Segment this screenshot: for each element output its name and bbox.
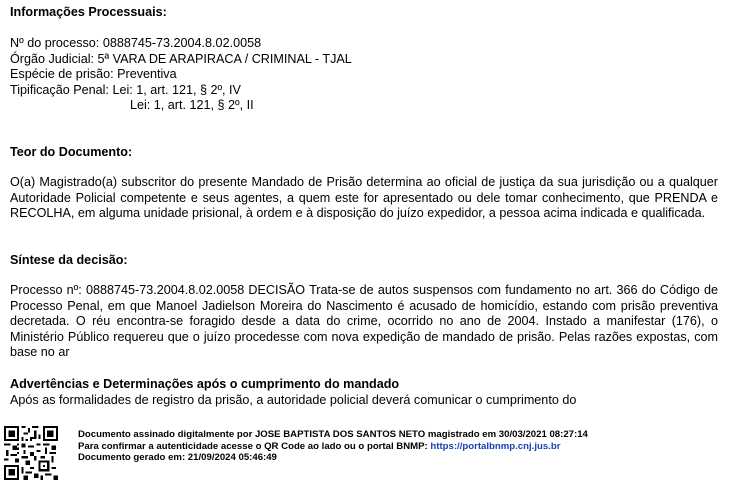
orgao-line [10, 52, 352, 68]
authenticity-text: Para confirmar a autenticidade acesse o QR Code ao lado ou o portal BNMP: [78, 440, 431, 452]
sintese-text: Processo nº: 0888745-73.2004.8.02.0058 DECISÃO Trata-se de autos suspensos com fundamento no art. 366 do Código de Processo Penal, em que Manoel Jadielson Moreira do Nascimento é acusado de homicídio, estando com prisão preventiva decretada. O réu encontra-se foragido desde a data do crime, ocorrido no ano de 2004. Instado a manifestar (176), o Ministério Público requereu que o juízo procedesse com nova expedição de mandado de prisão. Pelas razões expostas, com base no ar [10, 283, 718, 360]
authenticity-line [78, 441, 588, 453]
tipificacao-label: Tipificação Penal: [10, 83, 113, 97]
tipificacao-value-2: Lei: 1, art. 121, § 2º, II [130, 98, 254, 112]
signature-footer [78, 429, 588, 464]
tipificacao-value-1: Lei: 1, art. 121, § 2º, IV [112, 83, 241, 97]
generated-date-line: Documento gerado em: 21/09/2024 05:46:49 [78, 452, 277, 463]
processo-line [10, 36, 261, 52]
teor-section-title: Teor do Documento: [10, 145, 133, 159]
processo-value: 0888745-73.2004.8.02.0058 [102, 36, 262, 50]
especie-label: Espécie de prisão: [10, 67, 118, 81]
sintese-section-title: Síntese da decisão: [10, 253, 128, 267]
processo-label: Nº do processo: [10, 36, 103, 50]
signature-line: Documento assinado digitalmente por JOSE BAPTISTA DOS SANTOS NETO magistrado em 30/03/2021 08:27:14 [78, 429, 588, 440]
advertencias-text: Após as formalidades de registro da prisão, a autoridade policial deverá comunicar o cumprimento do [10, 393, 577, 407]
orgao-label: Órgão Judicial: [10, 52, 98, 66]
especie-line [10, 67, 177, 83]
portal-link[interactable]: https://portalbnmp.cnj.jus.br [430, 440, 561, 452]
especie-value: Preventiva [117, 67, 177, 81]
tipificacao-line [10, 83, 241, 99]
orgao-value: 5ª VARA DE ARAPIRACA / CRIMINAL - TJAL [97, 52, 352, 66]
teor-text: O(a) Magistrado(a) subscritor do presente Mandado de Prisão determina ao oficial de justiça da sua jurisdição ou a qualquer Autoridade Policial competente e seus agentes, a quem este for apresentado ou dele tomar conhecimento, que PRENDA e RECOLHA, em alguma unidade prisional, à ordem e à disposição do juízo expedidor, a pessoa acima indicada e qualificada. [10, 175, 718, 221]
advertencias-section-title: Advertências e Determinações após o cumprimento do mandado [10, 377, 400, 391]
info-section-title: Informações Processuais: [10, 5, 167, 19]
qr-code-icon[interactable] [4, 426, 58, 480]
